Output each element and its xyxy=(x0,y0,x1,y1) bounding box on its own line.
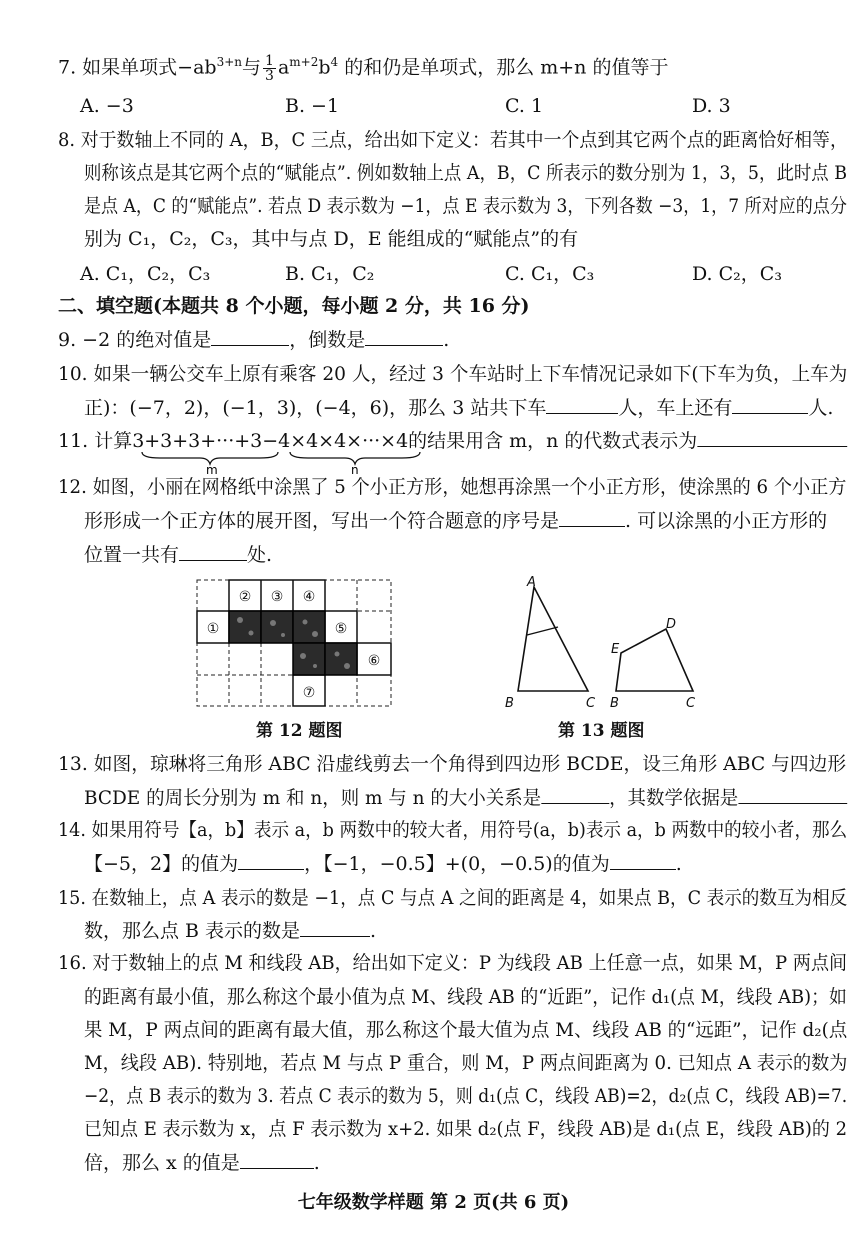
q7-text: 与 xyxy=(242,56,262,79)
answer-blank[interactable] xyxy=(365,327,443,346)
q9-text: 9. −2 的绝对值是 xyxy=(58,329,212,351)
triangle-abc xyxy=(518,587,588,691)
vertex-label: C xyxy=(586,696,596,711)
q8-line: 是点 A，C 的“赋能点”. 若点 D 表示数为 −1，点 E 表示数为 3，下列各数 −3，1，7 所对应的点分 xyxy=(84,195,847,217)
answer-blank[interactable] xyxy=(697,428,847,447)
vertex-label: D xyxy=(666,617,677,632)
q12-text: 形形成一个正方体的展开图，写出一个符合题意的序号是 xyxy=(84,510,560,532)
q7-text: b xyxy=(318,56,331,79)
q8-line: 别为 C₁，C₂，C₃，其中与点 D，E 能组成的“赋能点”的有 xyxy=(84,228,579,250)
answer-blank[interactable] xyxy=(211,327,289,346)
q12-text: . 可以涂黑的小正方形的 xyxy=(625,510,828,532)
q7-option-c: C. 1 xyxy=(505,95,544,117)
q10-text: 人. xyxy=(808,397,834,419)
q11-product-expression: 4×4×4×···×4 xyxy=(278,430,409,452)
q15-text: . xyxy=(370,920,377,942)
q14-line: 14. 如果用符号【a，b】表示 a，b 两数中的较大者，用符号(a，b)表示 a，b 两数中的较小者，那么 xyxy=(58,819,848,841)
q7-text: 的和仍是单项式，那么 m+n 的值等于 xyxy=(338,56,669,79)
q12-line: 12. 如图，小丽在网格纸中涂黑了 5 个小正方形，她想再涂黑一个小正方形，使涂黑的 6 个小正方 xyxy=(58,476,847,498)
q8-option-a: A. C₁，C₂，C₃ xyxy=(80,263,211,285)
vertex-label: E xyxy=(611,642,620,657)
brace-label: n xyxy=(351,463,359,476)
cell-label: ① xyxy=(206,621,220,637)
q12-grid-figure xyxy=(195,578,395,708)
q14-line xyxy=(84,851,682,876)
q9-text: . xyxy=(443,329,450,351)
q7-exponent: m+2 xyxy=(289,55,319,69)
q11-text: 的结果用含 m，n 的代数式表示为 xyxy=(408,430,698,452)
q8-option-b: B. C₁，C₂ xyxy=(285,263,375,285)
cell-label: ⑥ xyxy=(367,653,381,669)
q16-line: 的距离有最小值，那么称这个最小值为点 M、线段 AB 的“近距”，记作 d₁(点 M，线段 AB)；如 xyxy=(84,986,847,1008)
q10-text: 正)：(−7，2)，(−1，3)，(−4，6)，那么 3 站共下车 xyxy=(84,397,547,419)
q11-underbraces xyxy=(140,450,440,476)
section-heading: 二、填空题(本题共 8 个小题，每小题 2 分，共 16 分) xyxy=(58,295,530,317)
q7-stem xyxy=(58,50,668,83)
q16-text: 倍，那么 x 的值是 xyxy=(84,1152,240,1174)
q15-line xyxy=(84,918,376,943)
answer-blank[interactable] xyxy=(179,542,247,561)
q10-line: 10. 如果一辆公交车上原有乘客 20 人，经过 3 个车站时上下车情况记录如下(下车为负，上车为 xyxy=(58,363,848,385)
quadrilateral-bcde xyxy=(616,629,693,691)
q16-line: M，线段 AB). 特别地，若点 M 与点 P 重合，则 M，P 两点间距离为 0. 已知点 A 表示的数为 xyxy=(84,1052,848,1074)
q13-text: BCDE 的周长分别为 m 和 n，则 m 与 n 的大小关系是 xyxy=(84,787,542,809)
answer-blank[interactable] xyxy=(732,395,808,414)
cell-label: ⑦ xyxy=(302,685,316,701)
q16-line: −2，点 B 表示的数为 3. 若点 C 表示的数为 5，则 d₁(点 C，线段 AB)=2，d₂(点 C，线段 AB)=7. xyxy=(84,1085,848,1107)
q16-line: 16. 对于数轴上的点 M 和线段 AB，给出如下定义：P 为线段 AB 上任意一点，如果 M，P 两点间 xyxy=(58,952,848,974)
vertex-label: A xyxy=(527,575,536,590)
answer-blank[interactable] xyxy=(610,851,676,870)
q12-line xyxy=(84,542,272,567)
q10-text: 人，车上还有 xyxy=(618,397,733,419)
q7-exponent: 4 xyxy=(330,55,339,69)
q8-option-c: C. C₁，C₃ xyxy=(505,263,595,285)
q7-exponent: 3+n xyxy=(216,55,242,69)
q11-sum-expression: 3+3+3+···+3 xyxy=(132,430,263,452)
answer-blank[interactable] xyxy=(240,1150,314,1169)
q14-text: 【−5，2】的值为 xyxy=(84,853,239,875)
page-footer: 七年级数学样题 第 2 页(共 6 页) xyxy=(297,1192,570,1213)
q13-figure xyxy=(500,575,710,715)
brace-label: m xyxy=(206,463,218,476)
q15-text: 数，那么点 B 表示的数是 xyxy=(84,920,301,942)
q12-line xyxy=(84,508,827,533)
q9-stem xyxy=(58,327,449,352)
vertex-label: B xyxy=(505,696,514,711)
q7-text: 7. 如果单项式−ab xyxy=(58,56,217,79)
q7-fraction xyxy=(263,54,276,83)
q15-line: 15. 在数轴上，点 A 表示的数是 −1，点 C 与点 A 之间的距离是 4，如果点 B，C 表示的数互为相反 xyxy=(58,887,848,909)
q14-text: ，【−1，−0.5】+(0，−0.5)的值为 xyxy=(304,853,610,875)
q11-text: − xyxy=(262,430,279,452)
vertex-label: C xyxy=(686,696,696,711)
cell-label: ④ xyxy=(302,589,316,605)
q13-line: 13. 如图，琼琳将三角形 ABC 沿虚线剪去一个角得到四边形 BCDE，设三角形 ABC 与四边形 xyxy=(58,753,847,775)
answer-blank[interactable] xyxy=(546,395,618,414)
q12-text: 处. xyxy=(247,544,273,566)
q16-line: 已知点 E 表示数为 x，点 F 表示数为 x+2. 如果 d₂(点 F，线段 AB)是 d₁(点 E，线段 AB)的 2 xyxy=(84,1118,848,1140)
q16-line xyxy=(84,1150,320,1175)
answer-blank[interactable] xyxy=(300,918,370,937)
cut-line xyxy=(527,627,558,635)
q16-line: 果 M，P 两点间的距离有最大值，那么称这个最大值为点 M、线段 AB 的“远距”，记作 d₂(点 xyxy=(84,1019,848,1041)
q7-text: a xyxy=(277,56,290,79)
cell-label: ⑤ xyxy=(334,621,348,637)
q13-text: ，其数学依据是 xyxy=(609,787,739,809)
answer-blank[interactable] xyxy=(238,851,304,870)
q7-option-d: D. 3 xyxy=(692,95,731,117)
q12-text: 位置一共有 xyxy=(84,544,180,566)
q14-text: . xyxy=(675,853,682,875)
answer-blank[interactable] xyxy=(738,785,847,804)
q8-option-d: D. C₂，C₃ xyxy=(692,263,782,285)
q10-line xyxy=(84,395,833,420)
q13-line xyxy=(84,785,847,810)
q12-caption: 第 12 题图 xyxy=(256,721,343,741)
q16-text: . xyxy=(313,1152,320,1174)
cell-label: ③ xyxy=(270,589,284,605)
answer-blank[interactable] xyxy=(541,785,609,804)
q13-caption: 第 13 题图 xyxy=(558,721,645,741)
fraction-numerator: 1 xyxy=(265,52,274,69)
q7-option-b: B. −1 xyxy=(285,95,340,117)
fraction-denominator: 3 xyxy=(265,67,274,84)
q8-line: 则称该点是其它两个点的“赋能点”. 例如数轴上点 A，B，C 所表示的数分别为 1，3，5，此时点 B xyxy=(84,162,848,184)
vertex-label: B xyxy=(610,696,619,711)
cell-label: ② xyxy=(238,589,252,605)
q11-text: 11. 计算 xyxy=(58,430,133,452)
q7-option-a: A. −3 xyxy=(80,95,134,117)
q9-text: ，倒数是 xyxy=(289,329,366,351)
answer-blank[interactable] xyxy=(559,508,625,527)
q8-line: 8. 对于数轴上不同的 A，B，C 三点，给出如下定义：若其中一个点到其它两个点的距离恰好相等， xyxy=(58,129,848,151)
